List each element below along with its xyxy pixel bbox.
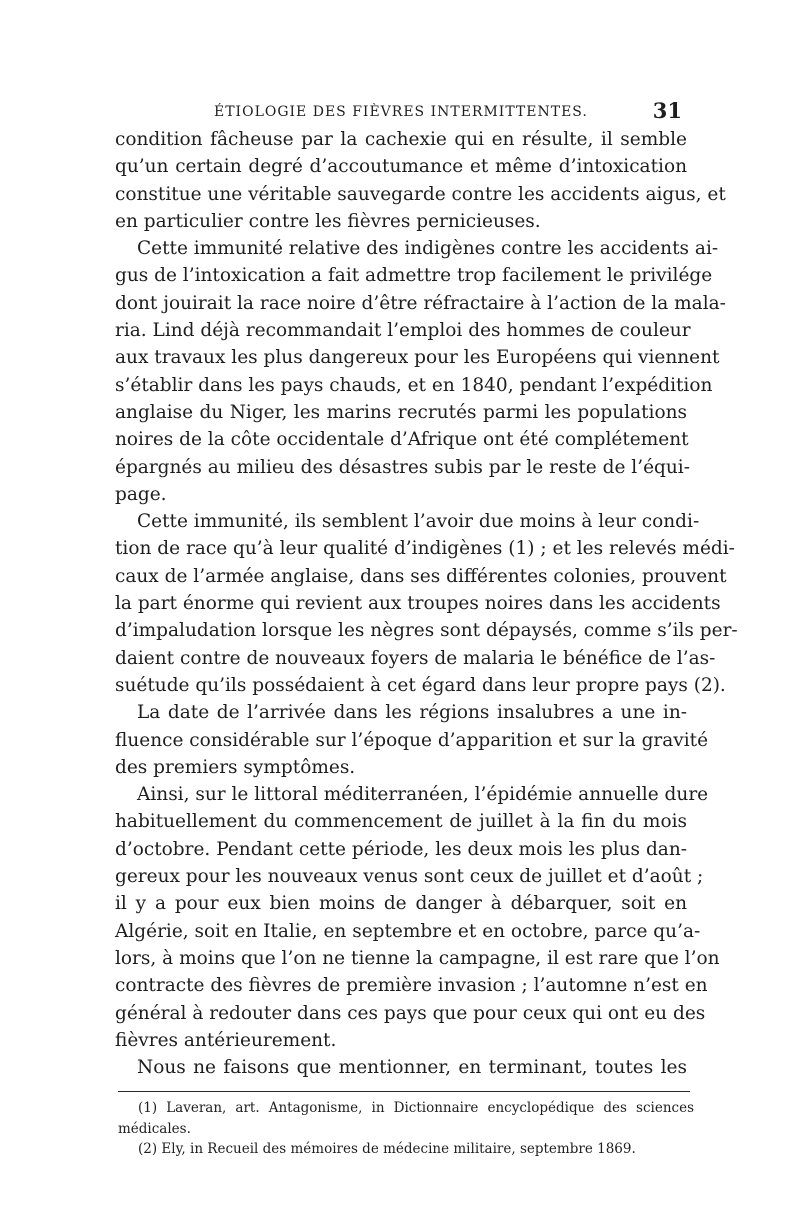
text-line: lors, à moins que l’on ne tienne la campagne, il est rare que l’on xyxy=(115,947,720,969)
text-line: s’établir dans les pays chauds, et en 1840, pendant l’expédition xyxy=(115,374,713,396)
text-line: noires de la côte occidentale d’Afrique ont été complétement xyxy=(115,429,689,451)
footnote-line: médicales. xyxy=(118,1120,191,1137)
text-line: Cette immunité, ils semblent l’avoir due moins à leur condi- xyxy=(137,511,700,533)
text-line: la part énorme qui revient aux troupes noires dans les accidents xyxy=(115,593,721,615)
text-line: daient contre de nouveaux foyers de malaria le bénéfice de l’as- xyxy=(115,647,716,669)
text-line: Algérie, soit en Italie, en septembre et en octobre, parce qu’a- xyxy=(115,920,701,942)
text-line: constitue une véritable sauvegarde contre les accidents aigus, et xyxy=(115,183,726,205)
text-line: en particulier contre les fièvres pernicieuses. xyxy=(115,210,541,232)
text-line: anglaise du Niger, les marins recrutés parmi les populations xyxy=(115,401,687,423)
text-line: d’impaludation lorsque les nègres sont dépaysés, comme s’ils per- xyxy=(115,620,738,642)
text-line: suétude qu’ils possédaient à cet égard dans leur propre pays (2). xyxy=(115,674,726,696)
footnote-line: (1) Laveran, art. Antagonisme, in Dictionnaire encyclopédique des sciences xyxy=(138,1100,694,1116)
text-line: général à redouter dans ces pays que pour ceux qui ont eu des xyxy=(115,1002,706,1024)
text-line: fluence considérable sur l’époque d’apparition et sur la gravité xyxy=(115,729,709,751)
text-line: La date de l’arrivée dans les régions insalubres a une in- xyxy=(137,702,687,724)
footnote-line: (2) Ely, in Recueil des mémoires de médecine militaire, septembre 1869. xyxy=(138,1141,636,1157)
text-line: contracte des fièvres de première invasion ; l’automne n’est en xyxy=(115,975,708,997)
text-line: Ainsi, sur le littoral méditerranéen, l’épidémie annuelle dure xyxy=(137,784,709,806)
text-line: Nous ne faisons que mentionner, en terminant, toutes les xyxy=(137,1057,687,1079)
running-head xyxy=(114,100,688,126)
running-title: ÉTIOLOGIE DES FIÈVRES INTERMITTENTES. xyxy=(214,104,588,120)
text-line: condition fâcheuse par la cachexie qui en résulte, il semble xyxy=(115,129,687,150)
text-line: page. xyxy=(115,483,167,505)
text-line: il y a pour eux bien moins de danger à débarquer, soit en xyxy=(115,893,687,915)
text-line: aux travaux les plus dangereux pour les Européens qui viennent xyxy=(115,347,720,369)
text-line: fièvres antérieurement. xyxy=(115,1029,337,1051)
footnote-rule xyxy=(118,1091,690,1092)
text-line: Cette immunité relative des indigènes contre les accidents ai- xyxy=(137,238,719,260)
text-line: dont jouirait la race noire d’être réfractaire à l’action de la mala- xyxy=(115,292,726,314)
text-line: ria. Lind déjà recommandait l’emploi des hommes de couleur xyxy=(115,320,691,342)
page-number: 31 xyxy=(652,98,682,123)
body-text xyxy=(115,126,738,1081)
text-line: des premiers symptômes. xyxy=(115,756,356,778)
text-line: caux de l’armée anglaise, dans ses différentes colonies, prouvent xyxy=(115,565,727,587)
text-line: d’octobre. Pendant cette période, les deux mois les plus dan- xyxy=(115,838,687,860)
text-line: tion de race qu’à leur qualité d’indigènes (1) ; et les relevés médi- xyxy=(115,538,735,560)
footnotes xyxy=(118,1098,694,1160)
text-line: gereux pour les nouveaux venus sont ceux de juillet et d’août ; xyxy=(115,866,704,888)
text-line: habituellement du commencement de juillet à la fin du mois xyxy=(115,811,687,833)
text-line: gus de l’intoxication a fait admettre trop facilement le privilége xyxy=(115,265,713,287)
text-line: qu’un certain degré d’accoutumance et même d’intoxication xyxy=(115,156,687,178)
text-line: épargnés au milieu des désastres subis par le reste de l’équi- xyxy=(115,456,690,478)
